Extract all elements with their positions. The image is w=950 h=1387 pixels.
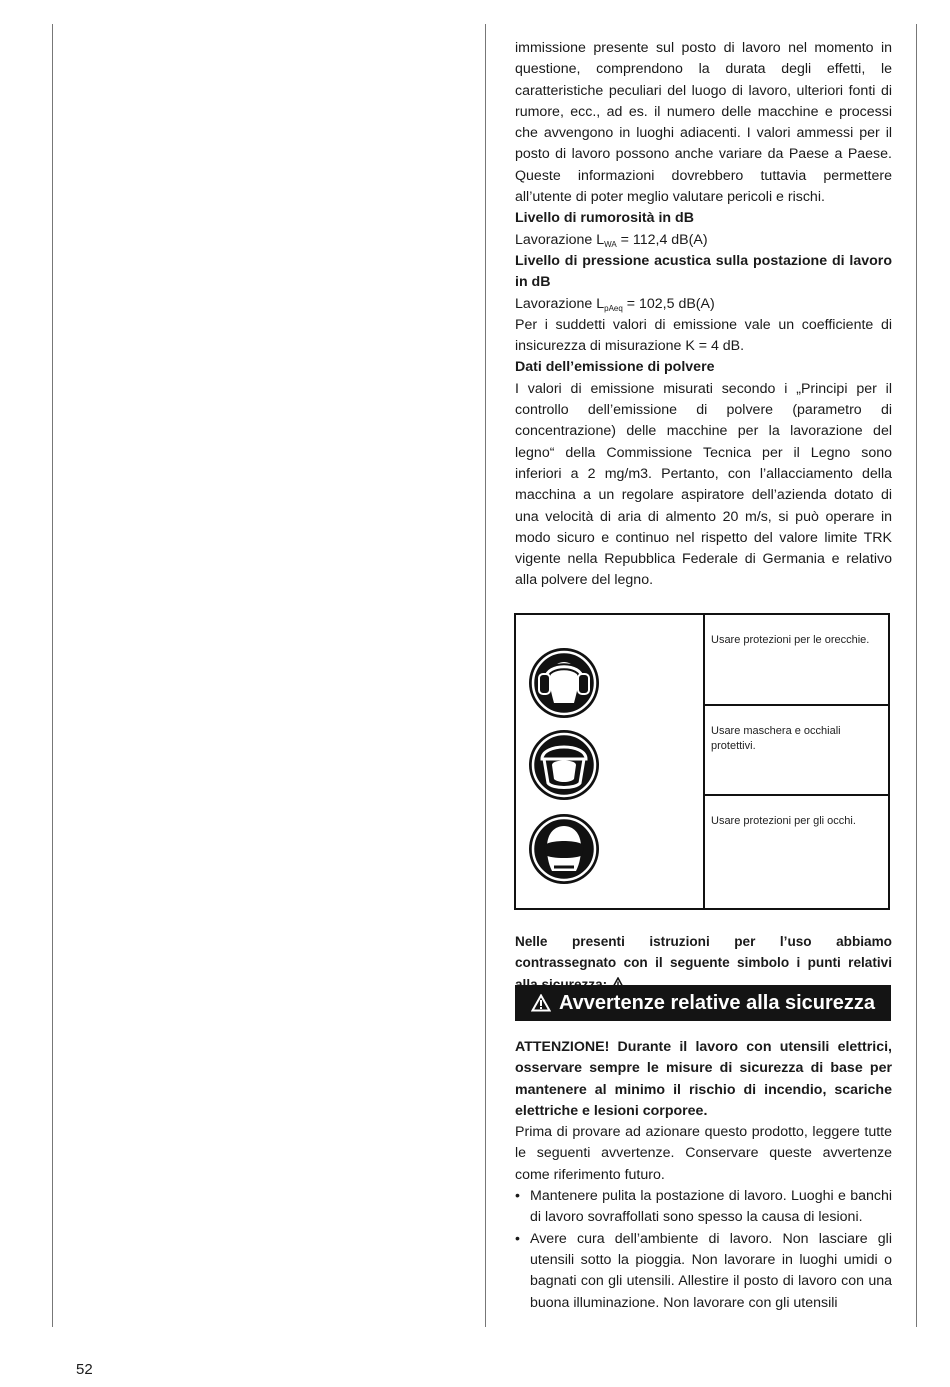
- noise-level-value: Lavorazione $L_{WA} = 112,4$ dB(A): [515, 231, 708, 249]
- symbol-description: Usare protezioni per le orecchie.: [705, 615, 888, 706]
- symbols-text-column: [705, 615, 888, 908]
- uncertainty-note: Per i suddetti valori di emissione vale un coefficiente di insicurezza di misurazione K = 4 dB.: [515, 316, 892, 355]
- safety-symbol-notice: Nelle presenti istruzioni per l’uso abbiamo contrassegnato con il seguente simbolo i punti relativi: [515, 931, 892, 995]
- sound-pressure-heading: Livello di pressione acustica sulla postazione di lavoro in dB: [515, 252, 892, 291]
- center-gutter-rule: [485, 24, 486, 1327]
- list-item: • Mantenere pulita la postazione di lavoro. Luoghi e banchi di lavoro sovraffollati sono spesso la causa di lesioni.: [515, 1186, 892, 1229]
- right-margin-rule: [916, 24, 917, 1327]
- dust-emission-body: I valori di emissione misurati secondo i „Principi per il controllo dell’emissione di polvere (parametro di concentrazione) delle macchine per la lavorazione del legno“ della Commissione Tecnica per il Legno sono inferiori a 2 mg/m3. Pertanto, con l’allacciamento della macchina a un regolare aspiratore dell’azienda dotato di una velocità di aria di almento 20 m/s, si può operare in modo sicuro e continuo nel rispetto del valore limite TRK vigente nella Repubblica Federale di Germania e relativo alla polvere del legno.: [515, 380, 892, 589]
- upper-text-column: [515, 38, 892, 592]
- warning-triangle-icon: [531, 994, 551, 1012]
- left-margin-rule: [52, 24, 53, 1327]
- eye-protection-icon: [528, 813, 600, 885]
- sound-pressure-value: Lavorazione $L_{pAeq} = 102,5$ dB(A): [515, 295, 715, 313]
- safety-text-column: [515, 1037, 892, 1314]
- list-item: • Avere cura dell’ambiente di lavoro. Non lasciare gli utensili sotto la pioggia. Non lavorare in luoghi umidi o bagnati con gli utensili. Allestire il posto di lavoro con una buona illuminazione. Non lavorare con gli utensili: [515, 1229, 892, 1314]
- safety-bullet-list: [515, 1186, 892, 1314]
- ear-protection-icon: [528, 647, 600, 719]
- safety-symbols-table: [514, 613, 890, 910]
- attention-paragraph: ATTENZIONE! Durante il lavoro con utensili elettrici, osservare sempre le misure di sicurezza di base per mantenere al minimo il rischio di incendio, scariche elettriche e lesioni corporee.: [515, 1039, 892, 1119]
- noise-level-heading: Livello di rumorosità in dB: [515, 210, 694, 227]
- safety-warnings-banner: [515, 985, 891, 1021]
- symbol-description: Usare protezioni per gli occhi.: [711, 815, 856, 827]
- page-number: 52: [76, 1361, 93, 1378]
- dust-emission-heading: Dati dell’emissione di polvere: [515, 359, 715, 376]
- intro-paragraph: immissione presente sul posto di lavoro nel momento in questione, comprendono la durata degli effetti, le caratteristiche peculiari del luogo di lavoro, ulteriori fonti di rumore, ecc., ad es. il numero delle macchine e processi che avvengono in luoghi adiacenti. I valori ammessi per il posto di lavoro possono anche variare da Paese a Paese. Queste informazioni dovrebbero tuttavia permettere all’utente di poter meglio valutare pericoli e rischi.: [515, 40, 892, 206]
- symbol-description: Usare maschera e occhiali protettivi.: [705, 706, 888, 796]
- safety-intro-paragraph: Prima di provare ad azionare questo prodotto, leggere tutte le seguenti avvertenze. Conservare queste avvertenze come riferimento futuro.: [515, 1124, 892, 1183]
- face-mask-goggles-icon: [528, 729, 600, 801]
- symbols-icon-column: [516, 615, 705, 908]
- banner-title: Avvertenze relative alla sicurezza: [558, 991, 876, 1014]
